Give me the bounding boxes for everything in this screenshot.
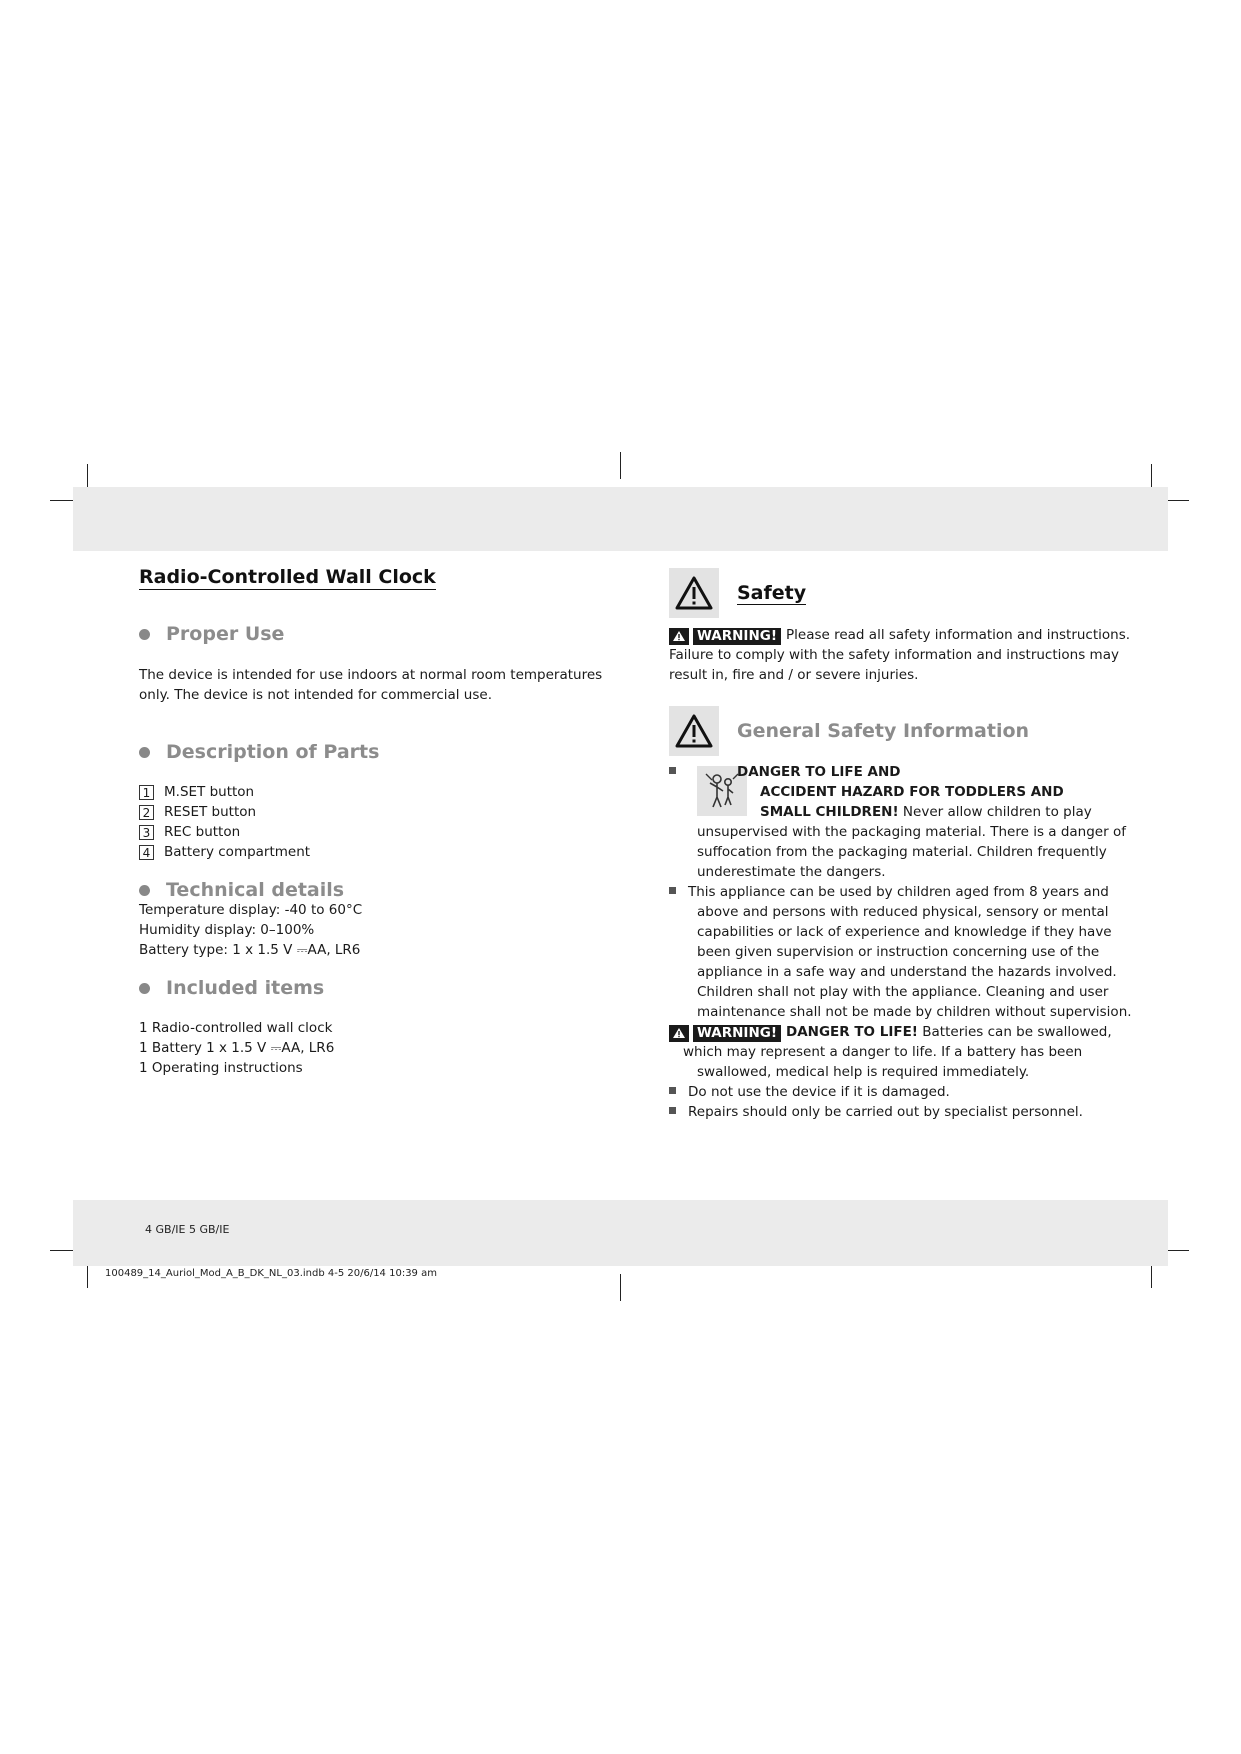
section-heading-text: Proper Use [166, 623, 285, 645]
print-slug: 100489_14_Auriol_Mod_A_B_DK_NL_03.indb 4-5 20/6/14 10:39 am [105, 1268, 437, 1279]
list-item [139, 822, 310, 842]
list-item [139, 782, 310, 802]
part-label: REC button [164, 824, 241, 840]
section-heading-text: Included items [166, 977, 325, 999]
footer-band [73, 1200, 1168, 1266]
square-bullet-icon [669, 1087, 676, 1094]
page-title: Radio-Controlled Wall Clock [139, 566, 436, 588]
bullet-dot-icon [139, 629, 150, 640]
bullet-dot-icon [139, 885, 150, 896]
bullet-dot-icon [139, 747, 150, 758]
section-heading-included [139, 977, 324, 999]
section-heading-technical [139, 879, 344, 901]
text-line: Humidity display: 0–100% [139, 922, 315, 938]
warning-triangle-icon [669, 568, 719, 618]
bullet-dot-icon [139, 983, 150, 994]
crop-mark [620, 1274, 621, 1301]
list-item [139, 842, 310, 862]
safety-warning-line [669, 625, 1130, 645]
warning-tag [669, 1025, 786, 1042]
proper-use-text [139, 665, 602, 705]
included-items-text [139, 1018, 334, 1078]
general-safety-heading: General Safety Information [737, 720, 1030, 742]
warning-label: WARNING! [693, 1025, 781, 1042]
warning-label: WARNING! [693, 628, 781, 645]
square-bullet-icon [669, 767, 676, 774]
part-label: M.SET button [164, 784, 255, 800]
text-line: Do not use the device if it is damaged. [688, 1084, 950, 1100]
parts-list [139, 782, 310, 862]
text-line: only. The device is not intended for commercial use. [139, 687, 492, 703]
text-line: The device is intended for use indoors at normal room temperatures [139, 667, 603, 683]
text-line: This appliance can be used by children aged from 8 years and [688, 884, 1109, 900]
text-line: which may represent a danger to life. If a battery has been [683, 1044, 1083, 1060]
text-line: Batteries can be swallowed, [922, 1024, 1112, 1040]
hazard-heading-line: SMALL CHILDREN! [760, 804, 899, 820]
text-line: Never allow children to play [902, 804, 1092, 820]
warning-triangle-icon [669, 706, 719, 756]
text-line: swallowed, medical help is required immediately. [697, 1064, 1030, 1080]
technical-details-text [139, 900, 362, 960]
section-heading-text: Description of Parts [166, 741, 380, 763]
text-line: Battery type: 1 x 1.5 V ⎓AA, LR6 [139, 942, 361, 958]
warning-triangle-icon [669, 1025, 689, 1042]
part-label: RESET button [164, 804, 257, 820]
text-line: been given supervision or instruction concerning use of the [697, 944, 1100, 960]
text-line: 1 Radio-controlled wall clock [139, 1020, 333, 1036]
section-heading-text: Technical details [166, 879, 345, 901]
square-bullet-icon [669, 887, 676, 894]
header-band [73, 487, 1168, 551]
text-line: unsupervised with the packaging material. There is a danger of [697, 824, 1126, 840]
text-line: 1 Operating instructions [139, 1060, 303, 1076]
part-number-box: 2 [139, 805, 154, 820]
hazard-heading-line: ACCIDENT HAZARD FOR TODDLERS AND [760, 784, 1064, 800]
part-label: Battery compartment [164, 844, 311, 860]
warning-tag [669, 628, 786, 645]
text-line: Temperature display: -40 to 60°C [139, 902, 363, 918]
warning-triangle-icon [669, 628, 689, 645]
text-line: result in, fire and / or severe injuries. [669, 667, 919, 683]
part-number-box: 3 [139, 825, 154, 840]
square-bullet-icon [669, 1107, 676, 1114]
text-line: appliance in a safe way and understand the hazards involved. [697, 964, 1117, 980]
crop-mark [620, 452, 621, 479]
text-line: maintenance shall not be made by children without supervision. [697, 1004, 1132, 1020]
section-heading-proper-use [139, 623, 284, 645]
page-numbers: 4 GB/IE 5 GB/IE [145, 1223, 230, 1236]
battery-warning-line [669, 1022, 1112, 1042]
hazard-heading-line: DANGER TO LIFE AND [737, 764, 901, 780]
text-line: underestimate the dangers. [697, 864, 886, 880]
text-line: Please read all safety information and instructions. [786, 627, 1131, 643]
text-line: Failure to comply with the safety information and instructions may [669, 647, 1119, 663]
bullet-marker [669, 762, 688, 782]
part-number-box: 4 [139, 845, 154, 860]
text-line: Children shall not play with the appliance. Cleaning and user [697, 984, 1109, 1000]
text-line: Repairs should only be carried out by specialist personnel. [688, 1104, 1083, 1120]
text-line: suffocation from the packaging material. Children frequently [697, 844, 1107, 860]
safety-heading: Safety [737, 582, 807, 604]
text-line: 1 Battery 1 x 1.5 V ⎓AA, LR6 [139, 1040, 335, 1056]
part-number-box: 1 [139, 785, 154, 800]
text-line: above and persons with reduced physical, sensory or mental [697, 904, 1109, 920]
list-item [139, 802, 310, 822]
danger-text: DANGER TO LIFE! [786, 1024, 918, 1040]
section-heading-parts [139, 741, 379, 763]
text-line: capabilities or lack of experience and knowledge if they have [697, 924, 1112, 940]
